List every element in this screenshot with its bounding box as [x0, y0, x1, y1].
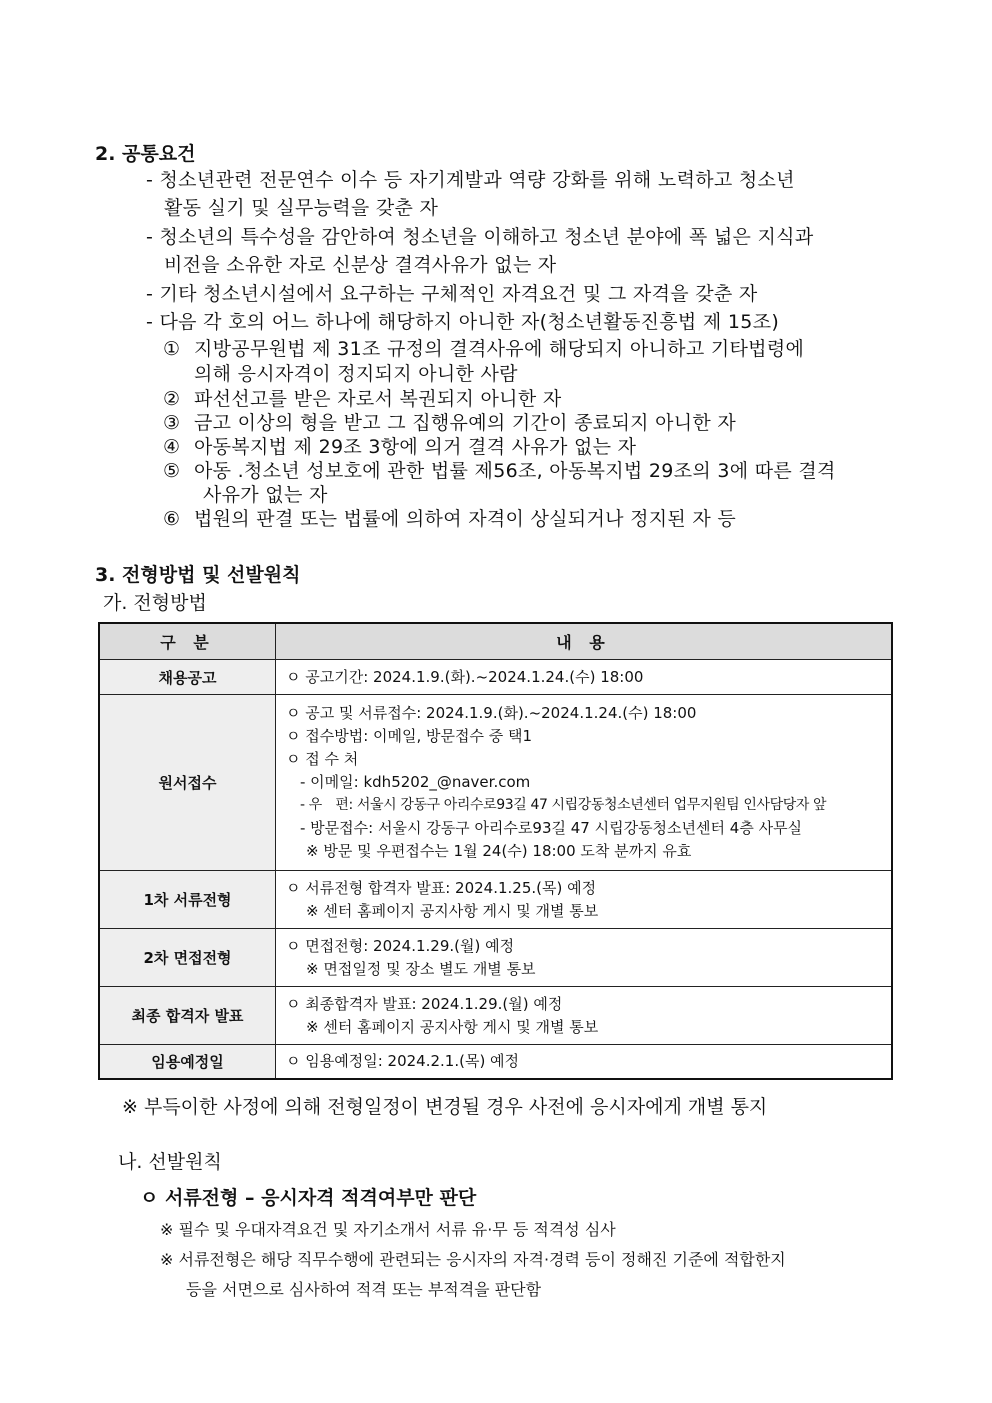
table-row	[99, 871, 892, 929]
content-line: - 방문접수: 서울시 강동구 아리수로93길 47 시립강동청소년센터 4층 사무실	[300, 819, 803, 837]
item-5-number: ⑤	[163, 460, 181, 482]
item-4-text: 아동복지법 제 29조 3항에 의거 결격 사유가 없는 자	[194, 436, 637, 458]
requirement-3: - 기타 청소년시설에서 요구하는 구체적인 자격요건 및 그 자격을 갖춘 자	[146, 283, 758, 305]
item-6-number: ⑥	[163, 508, 181, 530]
subsection-b-heading: 나. 선발원칙	[118, 1151, 222, 1173]
table-row	[99, 987, 892, 1045]
row-content	[276, 695, 893, 871]
requirement-2-line-1: - 청소년의 특수성을 감안하여 청소년을 이해하고 청소년 분야에 폭 넓은 지식과	[146, 226, 814, 248]
principle-note-2-line-1: ※ 서류전형은 해당 직무수행에 관련되는 응시자의 자격·경력 등이 정해진 기준에 적합한지	[160, 1250, 786, 1269]
item-1-line-2: 의해 응시자격이 정지되지 아니한 사람	[194, 363, 518, 385]
section-2-heading: 2. 공통요건	[95, 143, 196, 165]
table-row	[99, 1045, 892, 1079]
requirement-2-line-2: 비전을 소유한 자로 신분상 결격사유가 없는 자	[164, 254, 557, 276]
item-6-text: 법원의 판결 또는 법률에 의하여 자격이 상실되거나 정지된 자 등	[194, 508, 737, 530]
row-category: 임용예정일	[99, 1045, 276, 1079]
content-line: ※ 방문 및 우편접수는 1월 24(수) 18:00 도착 분까지 유효	[306, 842, 692, 860]
requirement-1-line-2: 활동 실기 및 실무능력을 갖춘 자	[164, 197, 439, 219]
row-content	[276, 987, 893, 1045]
section-3-heading: 3. 전형방법 및 선발원칙	[95, 564, 301, 586]
item-1-line-1: 지방공무원법 제 31조 규정의 결격사유에 해당되지 아니하고 기타법령에	[194, 338, 805, 360]
content-line: ㅇ 접수방법: 이메일, 방문접수 중 택1	[286, 727, 533, 745]
content-line: - 우 편: 서울시 강동구 아리수로93길 47 시립강동청소년센터 업무지원팀 인사담당자 앞	[300, 797, 827, 813]
row-content	[276, 660, 893, 695]
row-category: 2차 면접전형	[99, 929, 276, 987]
row-content	[276, 929, 893, 987]
table-row	[99, 695, 892, 871]
content-line: - 이메일: kdh5202_@naver.com	[300, 773, 531, 791]
requirement-1-line-1: - 청소년관련 전문연수 이수 등 자기계발과 역량 강화를 위해 노력하고 청소년	[146, 169, 795, 191]
item-3-text: 금고 이상의 형을 받고 그 집행유예의 기간이 종료되지 아니한 자	[194, 412, 737, 434]
content-line: ㅇ 면접전형: 2024.1.29.(월) 예정	[286, 936, 515, 955]
requirement-4: - 다음 각 호의 어느 하나에 해당하지 아니한 자(청소년활동진흥법 제 15조)	[146, 311, 780, 333]
item-3-number: ③	[163, 412, 181, 434]
item-2-number: ②	[163, 388, 181, 410]
content-line: ㅇ 최종합격자 발표: 2024.1.29.(월) 예정	[286, 994, 563, 1013]
row-content	[276, 871, 893, 929]
header-content: 내 용	[276, 623, 893, 660]
content-line: ※ 면접일정 및 장소 별도 개별 통보	[306, 959, 536, 978]
item-1-number: ①	[163, 338, 181, 360]
item-4-number: ④	[163, 436, 181, 458]
item-5-line-1: 아동 .청소년 성보호에 관한 법률 제56조, 아동복지법 29조의 3에 따른 결격	[194, 460, 836, 482]
content-line: ※ 센터 홈페이지 공지사항 게시 및 개별 통보	[306, 1017, 599, 1036]
table-row	[99, 660, 892, 695]
row-content	[276, 1045, 893, 1079]
item-2-text: 파선선고를 받은 자로서 복권되지 아니한 자	[194, 388, 562, 410]
table-row	[99, 929, 892, 987]
principle-note-1: ※ 필수 및 우대자격요건 및 자기소개서 서류 유·무 등 적격성 심사	[160, 1220, 616, 1239]
header-category: 구 분	[99, 623, 276, 660]
table-header-row	[99, 623, 892, 660]
row-category: 1차 서류전형	[99, 871, 276, 929]
row-category: 원서접수	[99, 695, 276, 871]
principle-heading: ㅇ 서류전형 – 응시자격 적격여부만 판단	[140, 1187, 477, 1209]
content-line: ※ 센터 홈페이지 공지사항 게시 및 개별 통보	[306, 901, 599, 920]
content-line: ㅇ 접 수 처	[286, 750, 359, 768]
content-line: ㅇ 공고기간: 2024.1.9.(화).~2024.1.24.(수) 18:00	[286, 667, 644, 686]
item-5-line-2: 사유가 없는 자	[203, 484, 328, 506]
content-line: ㅇ 임용예정일: 2024.2.1.(목) 예정	[286, 1051, 520, 1070]
row-category: 채용공고	[99, 660, 276, 695]
subsection-a-heading: 가. 전형방법	[103, 592, 207, 614]
row-category: 최종 합격자 발표	[99, 987, 276, 1045]
selection-schedule-table	[98, 622, 893, 1080]
principle-note-2-line-2: 등을 서면으로 심사하여 적격 또는 부적격을 판단함	[186, 1280, 542, 1299]
content-line: ㅇ 공고 및 서류접수: 2024.1.9.(화).~2024.1.24.(수) 18:00	[286, 704, 697, 722]
content-line: ㅇ 서류전형 합격자 발표: 2024.1.25.(목) 예정	[286, 878, 597, 897]
schedule-change-note: ※ 부득이한 사정에 의해 전형일정이 변경될 경우 사전에 응시자에게 개별 통지	[122, 1096, 768, 1118]
